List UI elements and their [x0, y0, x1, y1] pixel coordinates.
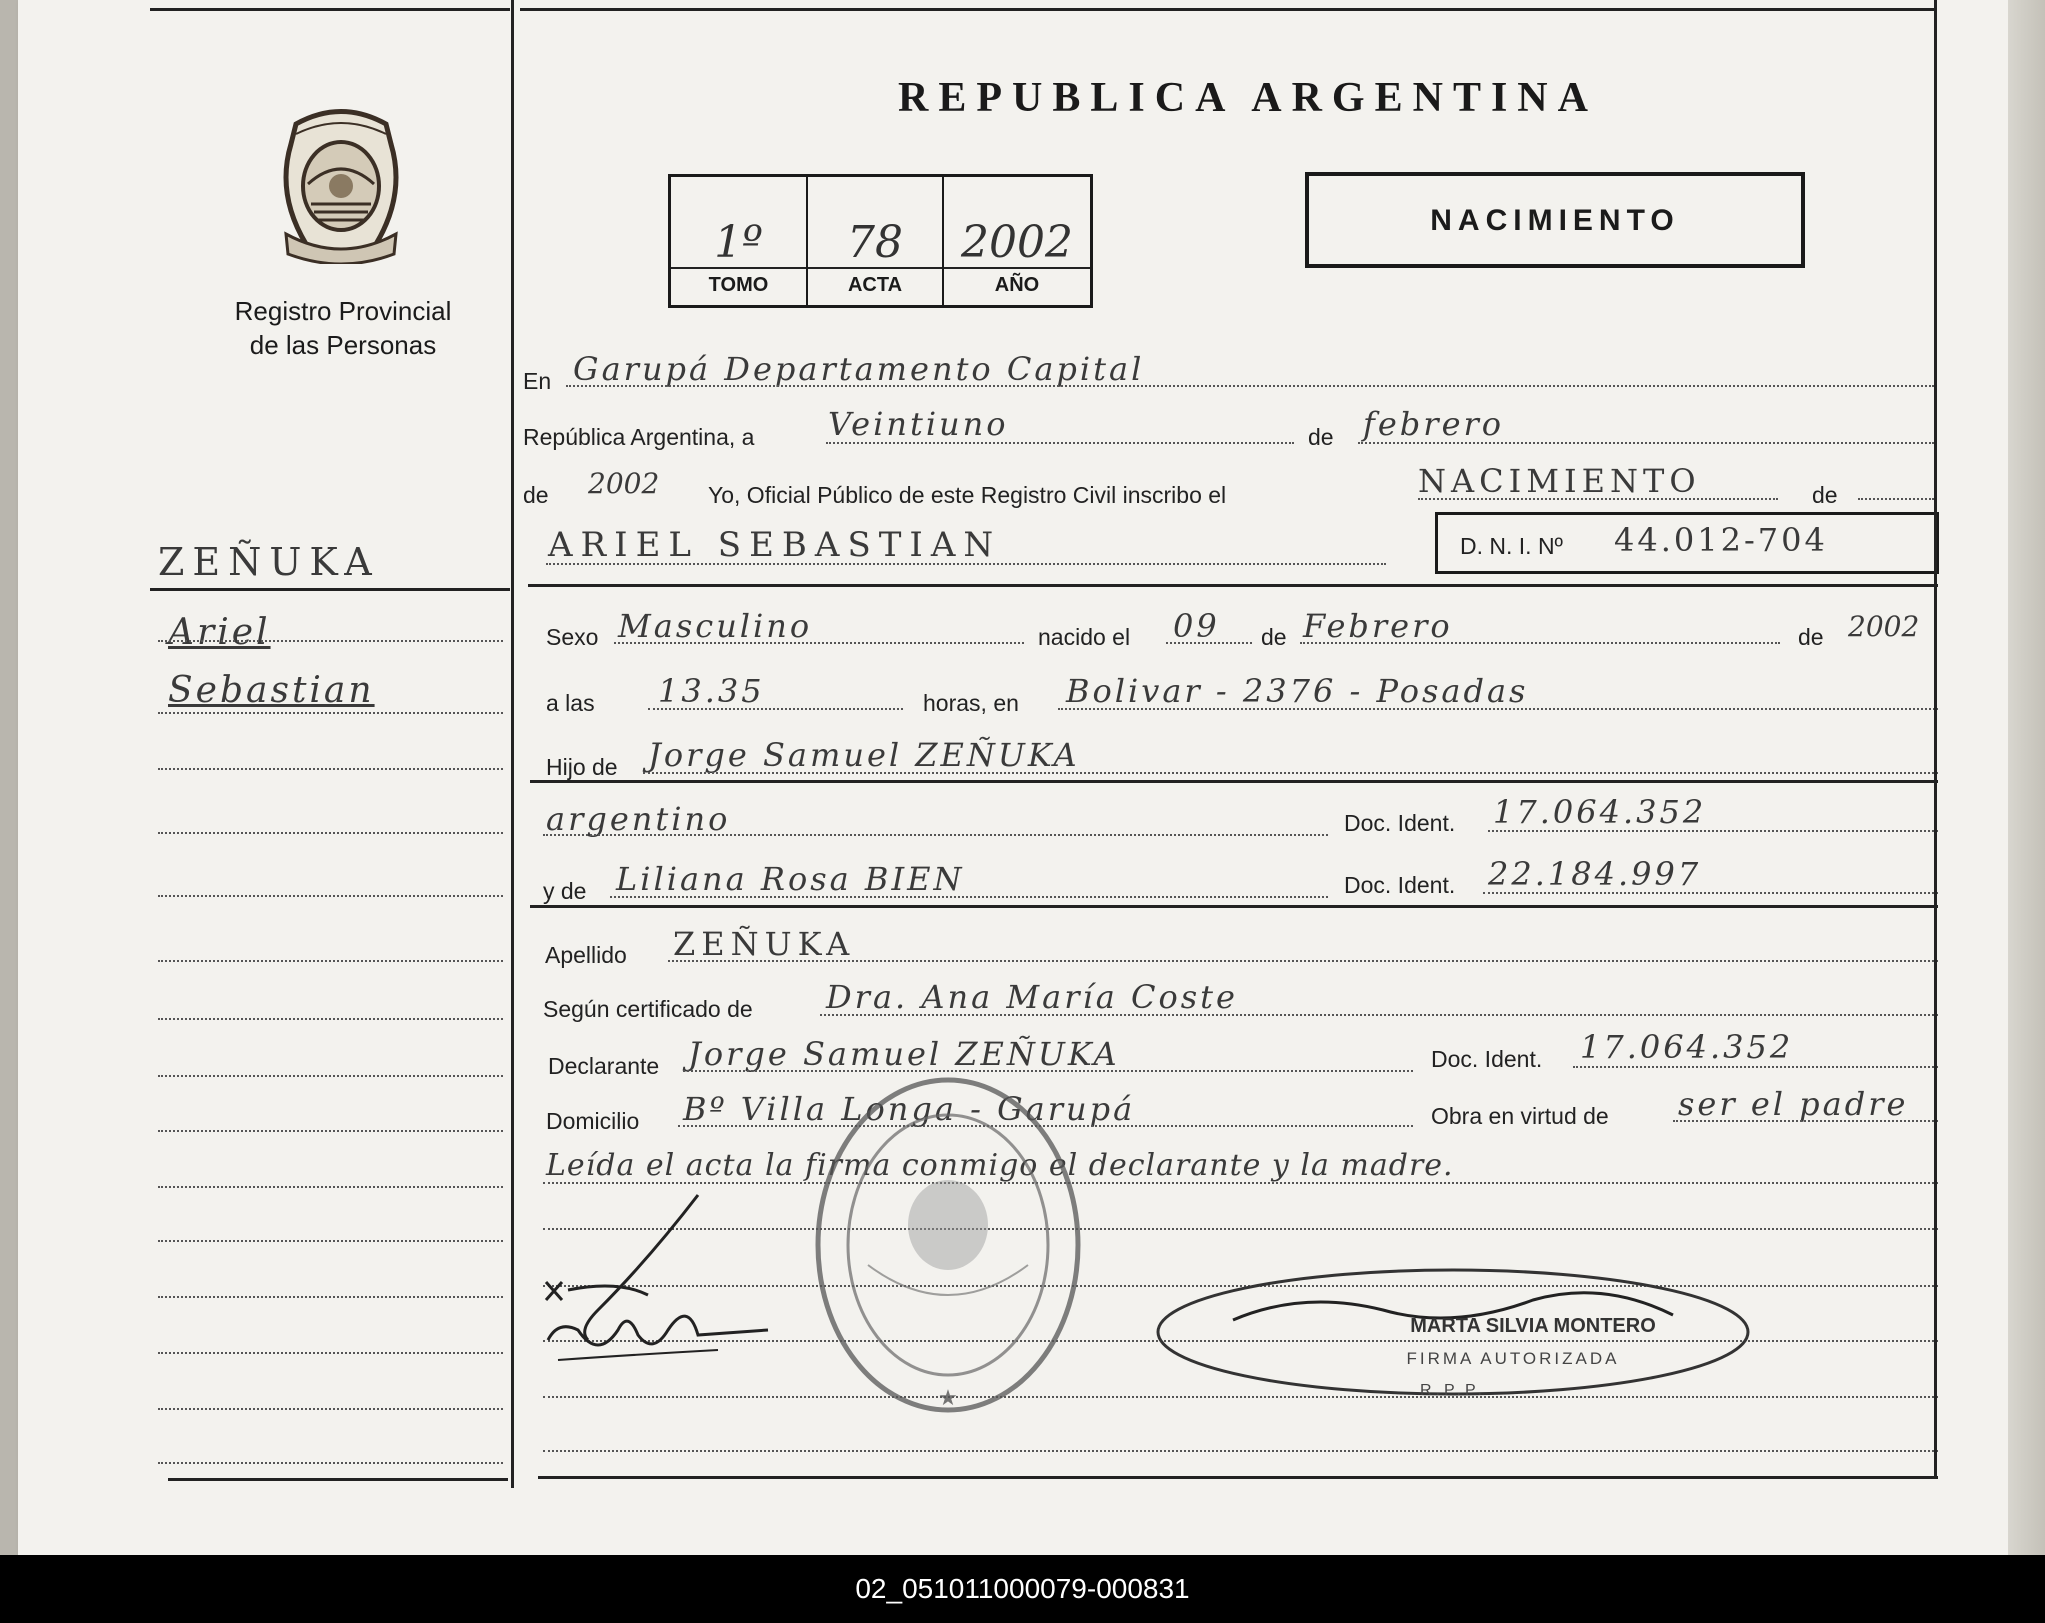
- country-title: REPUBLICA ARGENTINA: [898, 75, 1598, 121]
- inscribo-de-label: de: [1812, 482, 1838, 508]
- right-border: [1934, 0, 1937, 1478]
- margin-line: [158, 895, 503, 897]
- closing-line: [543, 1182, 1938, 1184]
- month-line: [1358, 442, 1934, 444]
- declarante-doc-line: [1573, 1066, 1938, 1068]
- tomo-cell: [671, 177, 808, 305]
- month-value: febrero: [1363, 405, 1505, 443]
- acta-label: ACTA: [847, 274, 903, 296]
- document-type-box: [1305, 172, 1805, 268]
- margin-name2: Sebastian: [168, 670, 375, 711]
- declarante-label: Declarante: [548, 1053, 660, 1079]
- margin-bottom-rule: [168, 1478, 508, 1481]
- mother-doc-label: Doc. Ident.: [1344, 872, 1456, 898]
- father-doc-line: [1488, 830, 1938, 832]
- section-rule-3: [530, 905, 1938, 908]
- acta-value: 78: [847, 217, 903, 268]
- certificate-page: [18, 0, 2008, 1555]
- inscribo-line: [1418, 498, 1778, 500]
- nacido-day-line: [1166, 642, 1252, 644]
- margin-line: [158, 1130, 503, 1132]
- mother-line: [610, 896, 1328, 898]
- declarante-value: Jorge Samuel ZEÑUKA: [688, 1035, 1120, 1073]
- dni-label: D. N. I. Nº: [1460, 533, 1563, 559]
- margin-line: [158, 1018, 503, 1020]
- tomo-label: TOMO: [708, 274, 769, 296]
- dni-value: 44.012-704: [1614, 521, 1828, 559]
- record-number-box: [668, 174, 1093, 308]
- anio-label: AÑO: [994, 274, 1040, 296]
- mother-doc-value: 22.184.997: [1488, 855, 1702, 893]
- margin-surname: ZEÑUKA: [158, 540, 380, 584]
- father-doc-value: 17.064.352: [1493, 793, 1707, 831]
- inscribo-end-line: [1858, 498, 1934, 500]
- nacido-label: nacido el: [1038, 624, 1131, 650]
- margin-line: [158, 832, 503, 834]
- acta-cell: [808, 177, 944, 305]
- birthplace-line: [1058, 708, 1938, 710]
- birthplace-value: Bolivar - 2376 - Posadas: [1066, 672, 1529, 710]
- mother-value: Liliana Rosa BIEN: [616, 860, 965, 898]
- document-type-label: NACIMIENTO: [1430, 204, 1680, 237]
- margin-line: [158, 640, 503, 642]
- child-name-line: [546, 563, 1386, 565]
- horas-en-label: horas, en: [923, 690, 1019, 716]
- month-de-label: de: [1308, 424, 1334, 450]
- certificate-doctor-value: Dra. Ana María Coste: [826, 978, 1238, 1016]
- registry-round-stamp: [808, 1065, 1088, 1425]
- father-nationality: argentino: [546, 800, 731, 838]
- hour-value: 13.35: [658, 672, 765, 710]
- nacido-de-label: de: [1261, 624, 1287, 650]
- image-caption: 02_051011000079-000831: [855, 1573, 1190, 1604]
- svg-text:★: ★: [938, 1385, 958, 1410]
- nacido-month-line: [1300, 642, 1780, 644]
- top-rule-right: [520, 8, 1934, 11]
- mother-doc-line: [1483, 892, 1938, 894]
- stamp-signer-org: R.P.P.: [1419, 1382, 1487, 1399]
- sexo-value: Masculino: [618, 607, 813, 645]
- nacido-year: 2002: [1848, 610, 1920, 643]
- father-nationality-line: [543, 834, 1328, 836]
- domicilio-label: Domicilio: [546, 1108, 640, 1134]
- anio-cell: [944, 177, 1090, 305]
- obra-line: [1673, 1120, 1938, 1122]
- obra-label: Obra en virtud de: [1431, 1103, 1609, 1129]
- hour-line: [648, 708, 903, 710]
- misiones-emblem-logo: [266, 104, 416, 264]
- margin-line: [158, 712, 503, 714]
- apellido-line: [668, 960, 1938, 962]
- nacido-month: Febrero: [1303, 607, 1453, 645]
- margin-line: [158, 768, 503, 770]
- father-doc-label: Doc. Ident.: [1344, 810, 1456, 836]
- dni-box: [1435, 512, 1939, 574]
- republica-label: República Argentina, a: [523, 424, 755, 450]
- margin-line: [158, 1462, 503, 1464]
- section-rule-1: [528, 584, 1938, 587]
- stamp-signer-name: MARTA SILVIA MONTERO: [1410, 1315, 1656, 1337]
- declarante-doc-label: Doc. Ident.: [1431, 1046, 1543, 1072]
- nacido-de2-label: de: [1798, 624, 1824, 650]
- hijo-label: Hijo de: [546, 754, 618, 780]
- margin-line: [158, 1186, 503, 1188]
- vertical-divider: [511, 0, 514, 1488]
- apellido-value: ZEÑUKA: [673, 925, 856, 963]
- margin-name1: Ariel: [168, 612, 271, 653]
- child-name-value: ARIEL SEBASTIAN: [548, 525, 1002, 565]
- inscribo-value: NACIMIENTO: [1418, 462, 1701, 500]
- bottom-rule: [538, 1476, 1938, 1479]
- segun-line: [820, 1014, 1938, 1016]
- apellido-label: Apellido: [545, 942, 627, 968]
- closing-statement: Leída el acta la firma conmigo el declarante y la madre.: [546, 1148, 1454, 1183]
- en-value: Garupá Departamento Capital: [573, 350, 1145, 388]
- sexo-line: [614, 642, 1024, 644]
- anio-value: 2002: [961, 217, 1073, 268]
- yde-label: y de: [543, 878, 587, 904]
- en-label: En: [523, 368, 552, 394]
- father-line: [643, 772, 1938, 774]
- page-edge: [2008, 0, 2045, 1555]
- top-rule-left: [150, 8, 510, 11]
- margin-line: [158, 1352, 503, 1354]
- margin-line: [158, 1296, 503, 1298]
- signature-line: [543, 1450, 1938, 1452]
- father-value: Jorge Samuel ZEÑUKA: [648, 736, 1080, 774]
- day-line: [826, 442, 1294, 444]
- margin-line: [158, 960, 503, 962]
- en-line: [566, 385, 1934, 387]
- nacido-day: 09: [1173, 607, 1220, 645]
- declarante-doc-value: 17.064.352: [1580, 1028, 1794, 1066]
- sexo-label: Sexo: [546, 624, 599, 650]
- margin-line: [158, 1408, 503, 1410]
- margin-rule: [150, 588, 510, 591]
- domicilio-value: Bº Villa Longa - Garupá: [683, 1090, 1136, 1128]
- alas-label: a las: [546, 690, 595, 716]
- authorized-signature-stamp: [1153, 1260, 1768, 1405]
- year-de-label: de: [523, 482, 549, 508]
- obra-value: ser el padre: [1678, 1085, 1909, 1123]
- margin-line: [158, 1240, 503, 1242]
- year-value: 2002: [588, 467, 660, 500]
- segun-label: Según certificado de: [543, 996, 753, 1022]
- registry-name-line1: Registro Provincial: [234, 296, 452, 326]
- section-rule-2: [530, 780, 1938, 783]
- declarant-signature: [538, 1190, 798, 1380]
- day-value: Veintiuno: [828, 405, 1009, 443]
- oficial-text: Yo, Oficial Público de este Registro Civil inscribo el: [708, 482, 1227, 508]
- stamp-signer-role: FIRMA AUTORIZADA: [1406, 1349, 1620, 1368]
- registry-name-line2: de las Personas: [249, 330, 437, 360]
- tomo-value: 1º: [714, 217, 763, 268]
- margin-line: [158, 1075, 503, 1077]
